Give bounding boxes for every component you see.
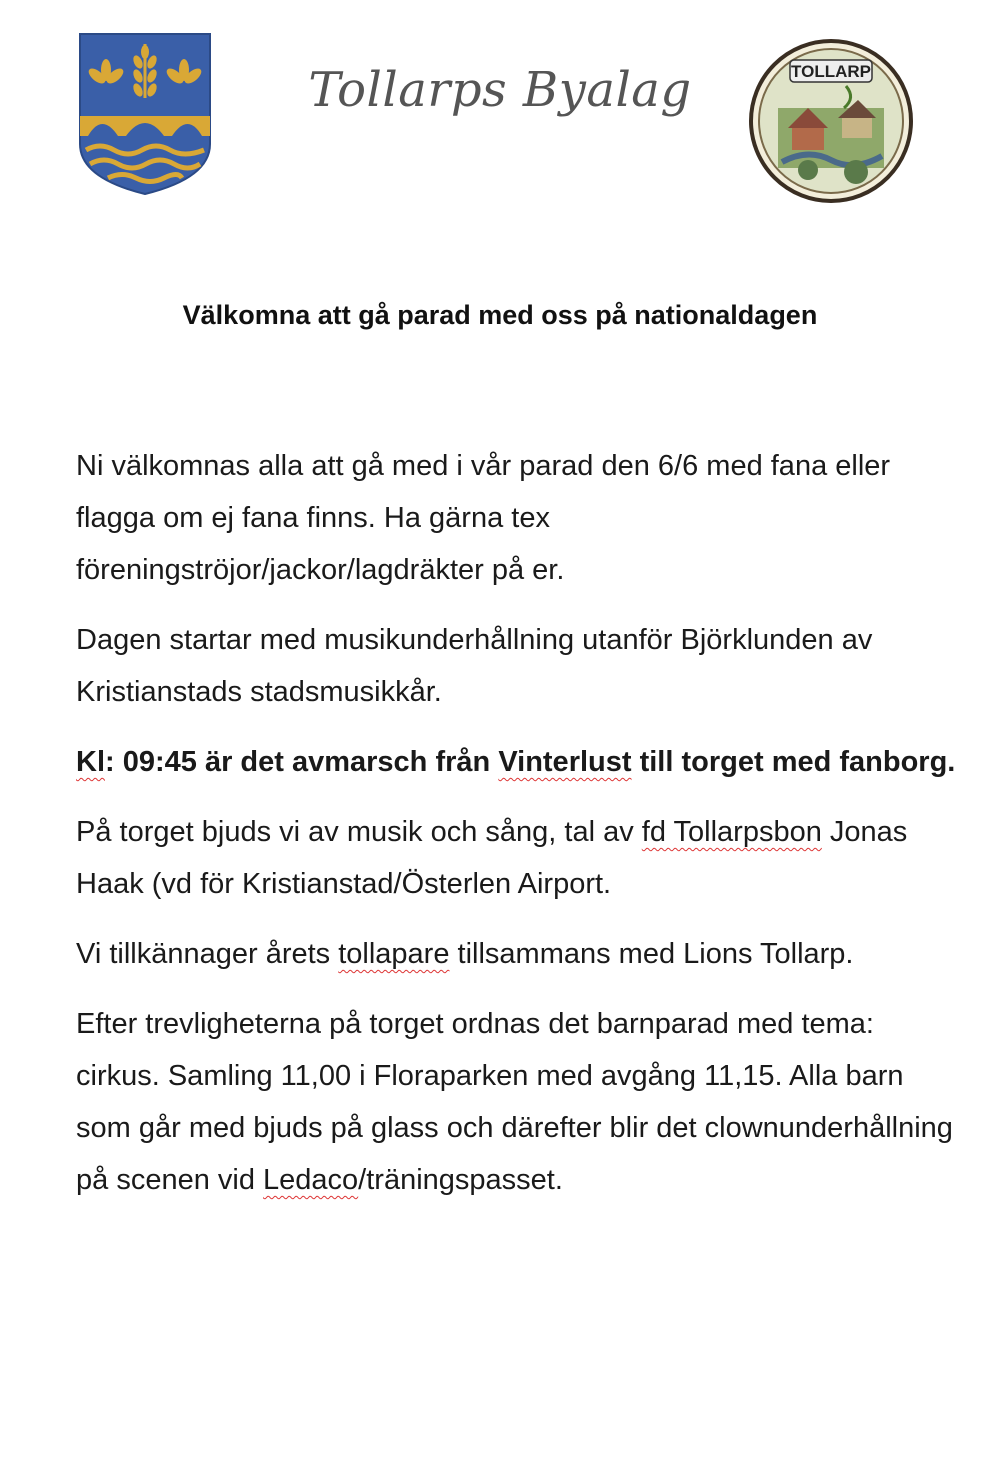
paragraph-announcement xyxy=(76,928,956,980)
spellcheck-word: fd Tollarpsbon xyxy=(641,816,822,848)
spellcheck-word: Kl xyxy=(76,746,105,778)
paragraph-square xyxy=(76,806,956,910)
page-title: Välkomna att gå parad med oss på nationaldagen xyxy=(182,300,818,330)
paragraph-music: Dagen startar med musikunderhållning utanför Björklunden av Kristianstads stadsmusikkår. xyxy=(76,624,873,708)
text-span: Vi tillkännager årets xyxy=(76,938,339,970)
paragraph-children-parade xyxy=(76,998,956,1206)
text-span: Jonas Haak (vd för Kristianstad/Österlen Airport. xyxy=(76,816,908,900)
letterhead xyxy=(0,0,1000,215)
tollarp-seal-icon xyxy=(748,38,914,204)
text-span: /träningspasset. xyxy=(358,1164,563,1196)
text-span: Efter trevligheterna på torget ordnas det barnparad med tema: cirkus. Samling 11,00 i Floraparken med avgång 11,15. Alla barn som går med bjuds på glass och därefter blir det clownunderhållning på scenen vid xyxy=(76,1008,953,1196)
text-span: På torget bjuds vi av musik och sång, tal av xyxy=(76,816,642,848)
text-span: tillsammans med Lions Tollarp. xyxy=(449,938,854,970)
seal-text: TOLLARP xyxy=(791,62,871,81)
text-span: : 09:45 är det avmarsch från xyxy=(105,746,499,778)
organization-name: Tollarps Byalag xyxy=(308,62,692,118)
paragraph-invitation: Ni välkomnas alla att gå med i vår parad den 6/6 med fana eller flagga om ej fana finns. Ha gärna tex föreningströjor/jackor/lagdräkter på er. xyxy=(76,450,891,586)
spellcheck-word: Ledaco xyxy=(263,1164,359,1196)
spellcheck-word: Vinterlust xyxy=(498,746,632,778)
spellcheck-word: tollapare xyxy=(338,938,450,970)
paragraph-schedule xyxy=(76,736,956,788)
coat-of-arms-icon xyxy=(78,32,212,196)
text-span: till torget med fanborg. xyxy=(631,746,956,778)
document-body xyxy=(76,440,956,1224)
